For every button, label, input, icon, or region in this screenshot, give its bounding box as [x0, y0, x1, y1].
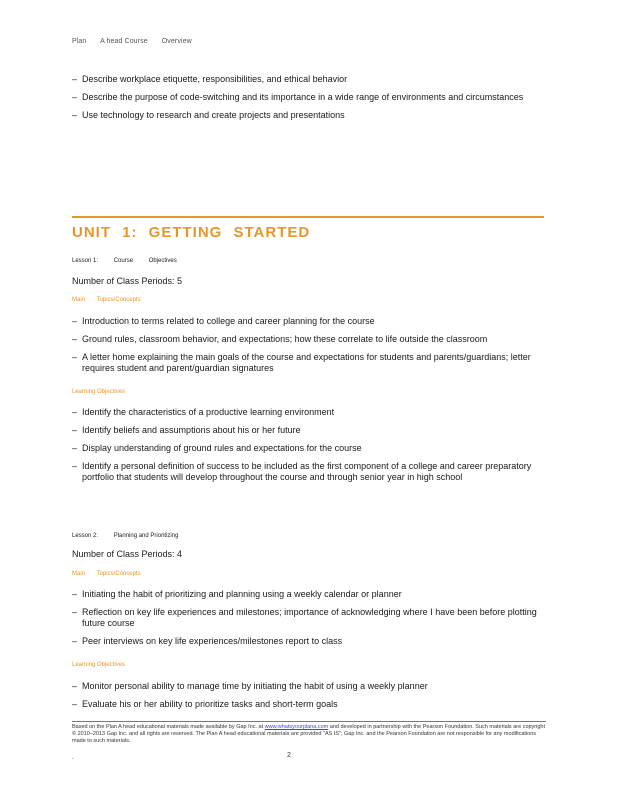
lesson-2-objectives-list: [72, 681, 542, 717]
list-item: – Identify beliefs and assumptions about his or her future: [72, 425, 542, 436]
lesson-2-objectives-heading: Learning Objectives: [72, 662, 126, 668]
list-item: – A letter home explaining the main goals of the course and expectations for students and parents/guardians; letter requires student and parent/guardian signatures: [72, 352, 542, 374]
list-item: – Describe the purpose of code-switching and its importance in a wide range of environments and circumstances: [72, 92, 542, 103]
lesson-1-periods: Number of Class Periods: 5: [72, 276, 183, 286]
lesson-2-periods: Number of Class Periods: 4: [72, 549, 183, 559]
footer-notice: [72, 724, 546, 745]
lesson-1-objectives-heading: Learning Objectives: [72, 389, 126, 395]
list-item: – Identify the characteristics of a productive learning environment: [72, 407, 542, 418]
unit-title: UNIT 1: GETTING STARTED: [72, 224, 311, 241]
list-item: – Monitor personal ability to manage time by initiating the habit of using a weekly planner: [72, 681, 542, 692]
topics-heading-part: Main: [72, 297, 86, 303]
topics-heading-part: Topics/Concepts: [96, 571, 141, 577]
lesson-1-title-part: Course: [113, 258, 134, 264]
lesson-1-label: Lesson 1:: [72, 258, 99, 264]
lesson-1-objectives-list: [72, 407, 542, 490]
header-part-overview: Overview: [161, 38, 192, 45]
intro-bullet-list: [72, 74, 542, 128]
footer-link[interactable]: www.whatsyourplana.com: [264, 724, 329, 730]
list-item: – Peer interviews on key life experiences/milestones report to class: [72, 636, 542, 647]
lesson-2-label: Lesson 2:: [72, 533, 99, 539]
running-header: [72, 38, 204, 45]
lesson-1-topics-heading: [72, 297, 151, 303]
header-part-ahead-course: A head Course: [100, 38, 148, 45]
list-item: – Initiating the habit of prioritizing and planning using a weekly calendar or planner: [72, 589, 542, 600]
lesson-1-title-part: Objectives: [148, 258, 177, 264]
lesson-2-heading: [72, 533, 192, 539]
list-item: – Describe workplace etiquette, responsibilities, and ethical behavior: [72, 74, 542, 85]
lesson-2-topics-heading: [72, 571, 151, 577]
list-item: – Identify a personal definition of success to be included as the first component of a college and career preparatory portfolio that students will develop throughout the course and through senior year in high school: [72, 461, 542, 483]
page-number: 2: [287, 752, 291, 759]
list-item: – Display understanding of ground rules and expectations for the course: [72, 443, 542, 454]
unit-divider: [72, 216, 544, 218]
topics-heading-part: Topics/Concepts: [96, 297, 141, 303]
list-item: – Introduction to terms related to college and career planning for the course: [72, 316, 542, 327]
footer-text-after-link: and developed in partnership with the Pearson Foundation. Such materials are copyright © 2010–2013 Gap Inc. and all rights are reserved. The Plan A head educational materials are provided "AS IS"; Gap Inc. and the Pearson Foundation are not responsible for any modifications made to such materials.: [72, 724, 546, 744]
lesson-2-topics-list: [72, 589, 542, 654]
list-item: – Ground rules, classroom behavior, and expectations; how these correlate to life outside the classroom: [72, 334, 542, 345]
header-part-plan: Plan: [72, 38, 87, 45]
lesson-1-topics-list: [72, 316, 542, 381]
lesson-1-heading: [72, 258, 191, 264]
list-item: – Reflection on key life experiences and milestones; importance of acknowledging where I have been before plotting future course: [72, 607, 542, 629]
list-item: – Evaluate his or her ability to prioritize tasks and short-term goals: [72, 699, 542, 710]
topics-heading-part: Main: [72, 571, 86, 577]
lesson-2-title: Planning and Prioritizing: [113, 533, 179, 539]
footer-dot: .: [72, 755, 74, 761]
footer-divider: [72, 721, 546, 722]
list-item: – Use technology to research and create projects and presentations: [72, 110, 542, 121]
footer-text-before-link: Based on the Plan A head educational materials made available by Gap Inc. at: [72, 724, 264, 730]
